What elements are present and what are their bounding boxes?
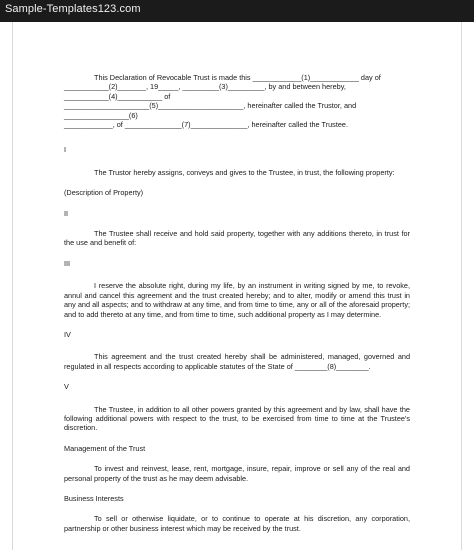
business-text: To sell or otherwise liquidate, or to continue to operate at his discretion, any corporation, partnership or other business interest which may be received by the trust. [64,514,410,533]
intro-line-2: ___________(2)_______, 19_____, _________(3)_________, by and between hereby, ___________(4)___________ of [64,82,346,101]
section-4-numeral: IV [64,329,71,339]
intro-line-1: This Declaration of Revocable Trust is made this ____________(1)____________ day of [94,73,381,82]
section-1-text: The Trustor hereby assigns, conveys and gives to the Trustee, in trust, the following property: [94,167,395,177]
business-heading: Business Interests [64,493,124,503]
site-watermark: Sample-Templates123.com [5,3,141,15]
intro-line-3: _____________________(5)_____________________, hereinafter called the Trustor, and ________________(6) [64,101,357,120]
section-1-numeral: I [64,145,67,155]
section-3-text: I reserve the absolute right, during my life, by an instrument in writing signed by me, to revoke, annul and cancel this agreement and the trust created hereby; and to alter, modify or amend this trust in any and all aspects; and to withdraw at any time, and from time to time, any or all of the aforesaid property; and to add thereto at any time, and from time to time, such additional property as I may determine. [64,281,410,319]
section-5-text: The Trustee, in addition to all other powers granted by this agreement and by law, shall have the following additional powers with respect to the trust, to be exercised from time to time at the Trustee's discretion. [64,404,410,433]
property-description: (Description of Property) [64,188,144,198]
management-heading: Management of the Trust [64,443,146,453]
section-4-text: This agreement and the trust created hereby shall be administered, managed, governed and regulated in all respects according to applicable statutes of the State of ________(8)________. [64,352,410,371]
trust-declaration-document [64,73,410,533]
section-2-text: The Trustee shall receive and hold said property, together with any additions thereto, in trust for the use and benefit of: [64,229,410,248]
section-5-numeral: V [64,382,69,392]
intro-line-4: ____________, of ______________(7)______________, hereinafter called the Trustee. [64,120,349,130]
section-2-numeral: II [64,208,69,218]
watermark-bar [0,0,474,22]
management-text: To invest and reinvest, lease, rent, mortgage, insure, repair, improve or sell any of the real and personal property of the trust as he may deem advisable. [64,464,410,483]
section-3-numeral: III [64,258,71,268]
